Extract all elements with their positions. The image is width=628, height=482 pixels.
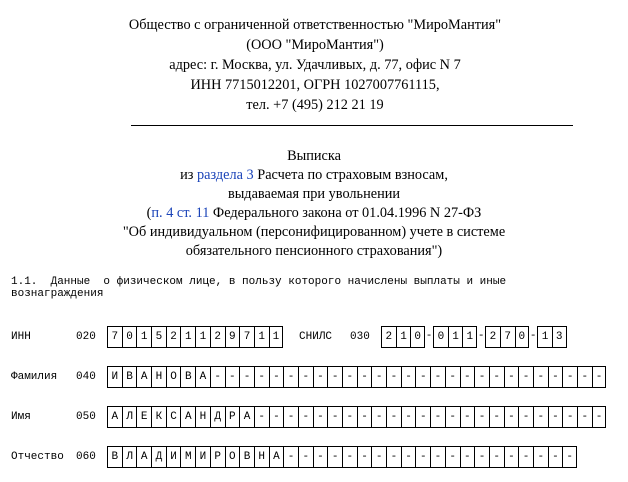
law-reference-rest: Федерального закона от 01.04.1996 N 27-ФЗ: [209, 205, 482, 221]
document-subtitle-line: [0, 166, 628, 185]
snils-separator: -: [425, 330, 433, 342]
patronymic-row: [0, 446, 628, 470]
patronymic-cell[interactable]: -: [327, 446, 342, 468]
section-1-1-heading: [11, 276, 611, 300]
name-cell[interactable]: -: [577, 406, 592, 428]
surname-cell[interactable]: -: [504, 366, 519, 388]
patronymic-cell[interactable]: -: [283, 446, 298, 468]
surname-cell[interactable]: -: [533, 366, 548, 388]
name-cell[interactable]: А: [180, 406, 195, 428]
inn-cell[interactable]: 2: [166, 326, 181, 348]
snils-field[interactable]: [381, 326, 567, 348]
surname-cell[interactable]: -: [415, 366, 430, 388]
inn-cell[interactable]: 9: [225, 326, 240, 348]
name-cell[interactable]: К: [151, 406, 166, 428]
name-cell[interactable]: Л: [122, 406, 137, 428]
surname-code: 040: [76, 371, 96, 383]
document-heading: [0, 147, 628, 261]
surname-cell[interactable]: О: [166, 366, 181, 388]
snils-cell[interactable]: 1: [448, 326, 463, 348]
patronymic-cell[interactable]: -: [533, 446, 548, 468]
inn-cell[interactable]: 1: [180, 326, 195, 348]
name-cell[interactable]: А: [107, 406, 122, 428]
document-purpose: выдаваемая при увольнении: [227, 186, 401, 202]
document-title: Выписка: [287, 148, 341, 164]
name-row: [0, 406, 628, 430]
snils-cell[interactable]: 0: [515, 326, 530, 348]
name-cell[interactable]: -: [504, 406, 519, 428]
surname-cell[interactable]: -: [239, 366, 254, 388]
name-cell[interactable]: -: [298, 406, 313, 428]
section-1-1-text: 1.1. Данные о физическом лице, в пользу которого начислены выплаты и иные: [11, 276, 507, 288]
name-cell[interactable]: -: [254, 406, 269, 428]
surname-cell[interactable]: А: [136, 366, 151, 388]
name-cell[interactable]: -: [283, 406, 298, 428]
patronymic-cell[interactable]: Д: [151, 446, 166, 468]
inn-cell[interactable]: 2: [210, 326, 225, 348]
surname-cell[interactable]: В: [122, 366, 137, 388]
inn-cell[interactable]: 1: [136, 326, 151, 348]
snils-group: [485, 326, 529, 348]
patronymic-cell[interactable]: -: [386, 446, 401, 468]
snils-cell[interactable]: 0: [410, 326, 425, 348]
name-cell[interactable]: -: [401, 406, 416, 428]
org-address: адрес: г. Москва, ул. Удачливых, д. 77, офис N 7: [169, 57, 461, 73]
name-cell[interactable]: -: [533, 406, 548, 428]
inn-cell[interactable]: 1: [269, 326, 284, 348]
patronymic-cell[interactable]: Р: [210, 446, 225, 468]
patronymic-cell[interactable]: -: [371, 446, 386, 468]
snils-cell[interactable]: 1: [396, 326, 411, 348]
name-cell[interactable]: Н: [195, 406, 210, 428]
surname-cell[interactable]: -: [269, 366, 284, 388]
surname-cell[interactable]: -: [327, 366, 342, 388]
name-cell[interactable]: -: [489, 406, 504, 428]
surname-cell[interactable]: -: [474, 366, 489, 388]
surname-cell[interactable]: -: [283, 366, 298, 388]
law-title-line-1: "Об индивидуальном (персонифицированном) учете в системе: [122, 224, 506, 240]
name-cell[interactable]: -: [548, 406, 563, 428]
patronymic-cell[interactable]: М: [180, 446, 195, 468]
surname-cell[interactable]: А: [195, 366, 210, 388]
surname-cell[interactable]: -: [548, 366, 563, 388]
surname-cell[interactable]: -: [430, 366, 445, 388]
section-3-link[interactable]: раздела 3: [196, 167, 254, 183]
snils-code: 030: [350, 331, 370, 343]
patronymic-cell[interactable]: -: [357, 446, 372, 468]
patronymic-cell[interactable]: Н: [254, 446, 269, 468]
org-name: Общество с ограниченной ответственностью "МироМантия": [128, 17, 502, 33]
inn-cell[interactable]: 0: [122, 326, 137, 348]
surname-cell[interactable]: -: [313, 366, 328, 388]
surname-cell[interactable]: -: [489, 366, 504, 388]
snils-group: [381, 326, 425, 348]
surname-cell[interactable]: -: [254, 366, 269, 388]
surname-cell[interactable]: -: [562, 366, 577, 388]
patronymic-cell[interactable]: -: [445, 446, 460, 468]
surname-cell[interactable]: -: [592, 366, 607, 388]
law-reference-line: [0, 204, 628, 223]
patronymic-cell[interactable]: -: [342, 446, 357, 468]
patronymic-cell[interactable]: -: [460, 446, 475, 468]
patronymic-cell[interactable]: -: [562, 446, 577, 468]
name-cell[interactable]: -: [357, 406, 372, 428]
surname-row: [0, 366, 628, 390]
inn-cell[interactable]: 1: [195, 326, 210, 348]
inn-label: ИНН: [11, 331, 31, 343]
patronymic-cell[interactable]: -: [518, 446, 533, 468]
snils-label: СНИЛС: [299, 331, 333, 343]
surname-cell[interactable]: -: [460, 366, 475, 388]
patronymic-cell[interactable]: В: [107, 446, 122, 468]
patronymic-cell[interactable]: И: [166, 446, 181, 468]
name-cell[interactable]: Р: [225, 406, 240, 428]
snils-cell[interactable]: 3: [552, 326, 567, 348]
patronymic-cell[interactable]: В: [239, 446, 254, 468]
law-open-paren: (: [146, 205, 152, 221]
inn-cell[interactable]: 7: [239, 326, 254, 348]
inn-snils-row: [0, 326, 628, 350]
snils-cell[interactable]: 1: [462, 326, 477, 348]
subtitle-rest: Расчета по страховым взносам,: [253, 167, 448, 183]
inn-cell[interactable]: 1: [254, 326, 269, 348]
org-phone: тел. +7 (495) 212 21 19: [246, 97, 384, 113]
patronymic-code: 060: [76, 451, 96, 463]
name-cell[interactable]: -: [327, 406, 342, 428]
law-title-line-2: обязательного пенсионного страхования"): [185, 243, 443, 259]
inn-cell[interactable]: 5: [151, 326, 166, 348]
inn-cell[interactable]: 7: [107, 326, 122, 348]
subtitle-prefix: из: [180, 167, 197, 183]
name-cell[interactable]: -: [386, 406, 401, 428]
name-cell[interactable]: -: [562, 406, 577, 428]
snils-cell[interactable]: 2: [485, 326, 500, 348]
name-cell[interactable]: А: [239, 406, 254, 428]
header-divider: [131, 125, 573, 126]
surname-field[interactable]: [107, 366, 606, 388]
snils-separator: -: [477, 330, 485, 342]
name-cell[interactable]: С: [166, 406, 181, 428]
patronymic-cell[interactable]: И: [195, 446, 210, 468]
name-cell[interactable]: -: [460, 406, 475, 428]
name-cell[interactable]: -: [518, 406, 533, 428]
snils-cell[interactable]: 7: [500, 326, 515, 348]
name-label: Имя: [11, 411, 31, 423]
surname-cell[interactable]: -: [342, 366, 357, 388]
snils-cell[interactable]: 0: [433, 326, 448, 348]
surname-cell[interactable]: -: [225, 366, 240, 388]
patronymic-cell[interactable]: А: [269, 446, 284, 468]
name-cell[interactable]: -: [474, 406, 489, 428]
patronymic-field[interactable]: [107, 446, 577, 468]
inn-field[interactable]: [107, 326, 283, 348]
name-cell[interactable]: Е: [136, 406, 151, 428]
surname-cell[interactable]: -: [577, 366, 592, 388]
org-inn-ogrn: ИНН 7715012201, ОГРН 1027007761115,: [190, 77, 440, 93]
patronymic-cell[interactable]: -: [313, 446, 328, 468]
patronymic-cell[interactable]: -: [504, 446, 519, 468]
surname-cell[interactable]: И: [107, 366, 122, 388]
name-code: 050: [76, 411, 96, 423]
name-field[interactable]: [107, 406, 606, 428]
patronymic-cell[interactable]: -: [415, 446, 430, 468]
surname-cell[interactable]: -: [357, 366, 372, 388]
name-cell[interactable]: -: [445, 406, 460, 428]
patronymic-cell[interactable]: А: [136, 446, 151, 468]
name-cell[interactable]: -: [415, 406, 430, 428]
surname-cell[interactable]: Н: [151, 366, 166, 388]
surname-cell[interactable]: -: [445, 366, 460, 388]
patronymic-label: Отчество: [11, 451, 64, 463]
patronymic-cell[interactable]: -: [474, 446, 489, 468]
patronymic-cell[interactable]: Л: [122, 446, 137, 468]
name-cell[interactable]: -: [269, 406, 284, 428]
patronymic-cell[interactable]: -: [489, 446, 504, 468]
patronymic-cell[interactable]: -: [548, 446, 563, 468]
name-cell[interactable]: -: [371, 406, 386, 428]
surname-cell[interactable]: -: [371, 366, 386, 388]
snils-group: [433, 326, 477, 348]
patronymic-cell[interactable]: -: [401, 446, 416, 468]
snils-cell[interactable]: 2: [381, 326, 396, 348]
name-cell[interactable]: -: [342, 406, 357, 428]
patronymic-cell[interactable]: О: [225, 446, 240, 468]
law-clause-link[interactable]: п. 4 ст. 11: [151, 205, 210, 221]
surname-label: Фамилия: [11, 371, 58, 383]
surname-cell[interactable]: -: [401, 366, 416, 388]
snils-separator: -: [529, 330, 537, 342]
patronymic-cell[interactable]: -: [298, 446, 313, 468]
surname-cell[interactable]: -: [518, 366, 533, 388]
organization-header: [40, 15, 590, 115]
surname-cell[interactable]: -: [386, 366, 401, 388]
surname-cell[interactable]: В: [180, 366, 195, 388]
org-short-name: (ООО "МироМантия"): [246, 37, 384, 53]
surname-cell[interactable]: -: [298, 366, 313, 388]
name-cell[interactable]: -: [430, 406, 445, 428]
snils-group: [537, 326, 566, 348]
name-cell[interactable]: Д: [210, 406, 225, 428]
patronymic-cell[interactable]: -: [430, 446, 445, 468]
name-cell[interactable]: -: [592, 406, 607, 428]
inn-code: 020: [76, 331, 96, 343]
snils-cell[interactable]: 1: [537, 326, 552, 348]
section-1-1-text-cont: вознаграждения: [11, 288, 104, 300]
name-cell[interactable]: -: [313, 406, 328, 428]
surname-cell[interactable]: -: [210, 366, 225, 388]
